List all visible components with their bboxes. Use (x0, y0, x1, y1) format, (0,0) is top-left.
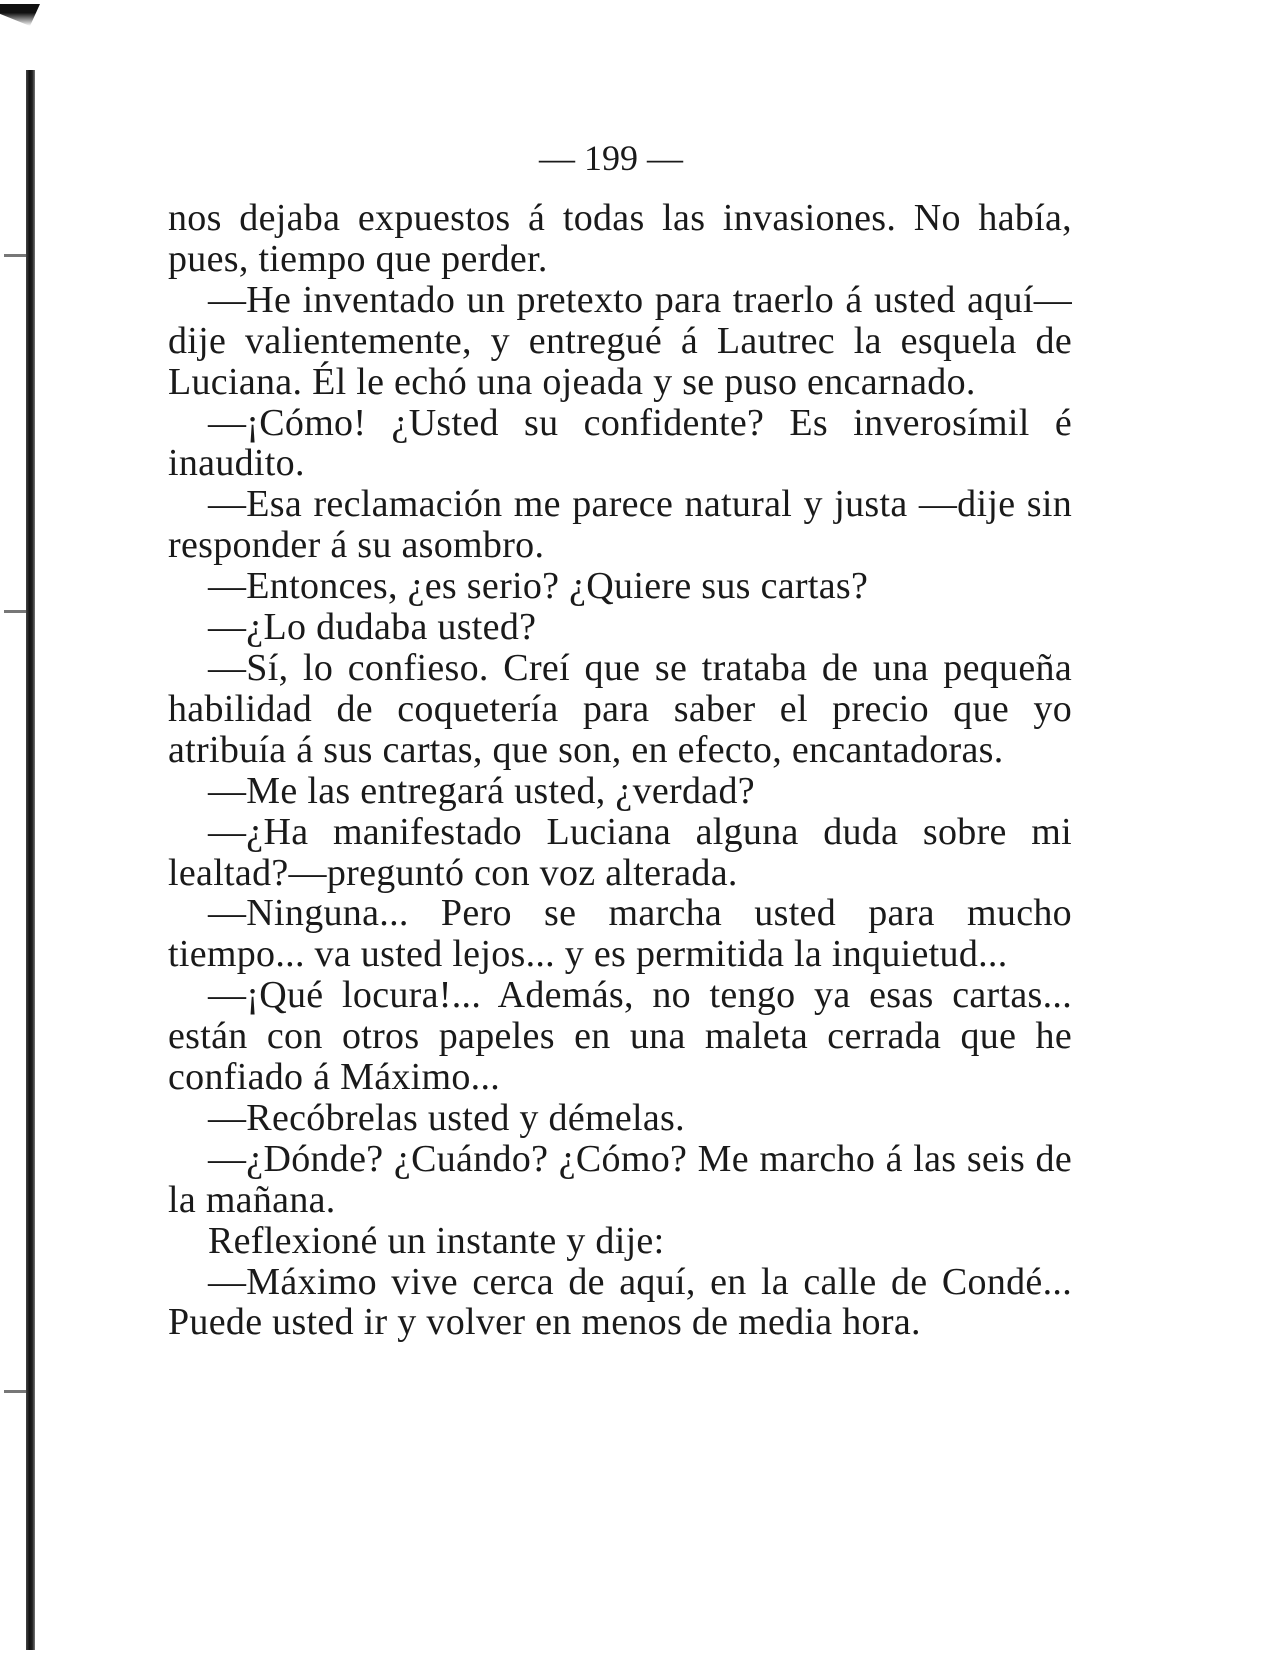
page-number: — 199 — (539, 138, 683, 178)
binding-spine-shadow (26, 70, 35, 1650)
paragraph: —Sí, lo confieso. Creí que se trataba de una pequeña habilidad de coquetería para saber el precio que yo atribuía á sus cartas, que son, en efecto, encantadoras. (168, 646, 1072, 771)
binding-speck (4, 1390, 26, 1393)
paragraph: —¿Lo dudaba usted? (208, 606, 537, 649)
paragraph: —¿Dónde? ¿Cuándo? ¿Cómo? Me marcho á las seis de la mañana. (168, 1137, 1072, 1221)
paragraph: —¿Ha manifestado Luciana alguna duda sobre mi lealtad?—preguntó con voz alterada. (168, 810, 1072, 894)
body-text (168, 198, 1072, 1343)
paragraph: —Máximo vive cerca de aquí, en la calle de Condé... Puede usted ir y volver en menos de media hora. (168, 1260, 1072, 1344)
paragraph: —¡Cómo! ¿Usted su confidente? Es inverosímil é inaudito. (168, 401, 1072, 485)
paragraph: —Esa reclamación me parece natural y justa —dije sin responder á su asombro. (168, 483, 1072, 567)
binding-corner-mark (0, 4, 40, 26)
paragraph: —Recóbrelas usted y démelas. (208, 1096, 685, 1139)
binding-speck (4, 254, 26, 257)
paragraph: —Ninguna... Pero se marcha usted para mucho tiempo... va usted lejos... y es permitida la inquietud... (168, 892, 1072, 976)
paragraph: —Me las entregará usted, ¿verdad? (208, 769, 755, 812)
paragraph: —¡Qué locura!... Además, no tengo ya esas cartas... están con otros papeles en una maleta cerrada que he confiado á Máximo... (168, 974, 1072, 1099)
paragraph: —Entonces, ¿es serio? ¿Quiere sus cartas? (208, 565, 869, 608)
paragraph: Reflexioné un instante y dije: (208, 1219, 665, 1262)
paragraph: nos dejaba expuestos á todas las invasiones. No había, pues, tiempo que perder. (168, 197, 1072, 280)
binding-speck (4, 610, 26, 613)
paragraph: —He inventado un pretexto para traerlo á usted aquí—dije valientemente, y entregué á Lautrec la esquela de Luciana. Él le echó una ojeada y se puso encarnado. (168, 278, 1072, 403)
book-binding-edge (0, 0, 40, 1667)
